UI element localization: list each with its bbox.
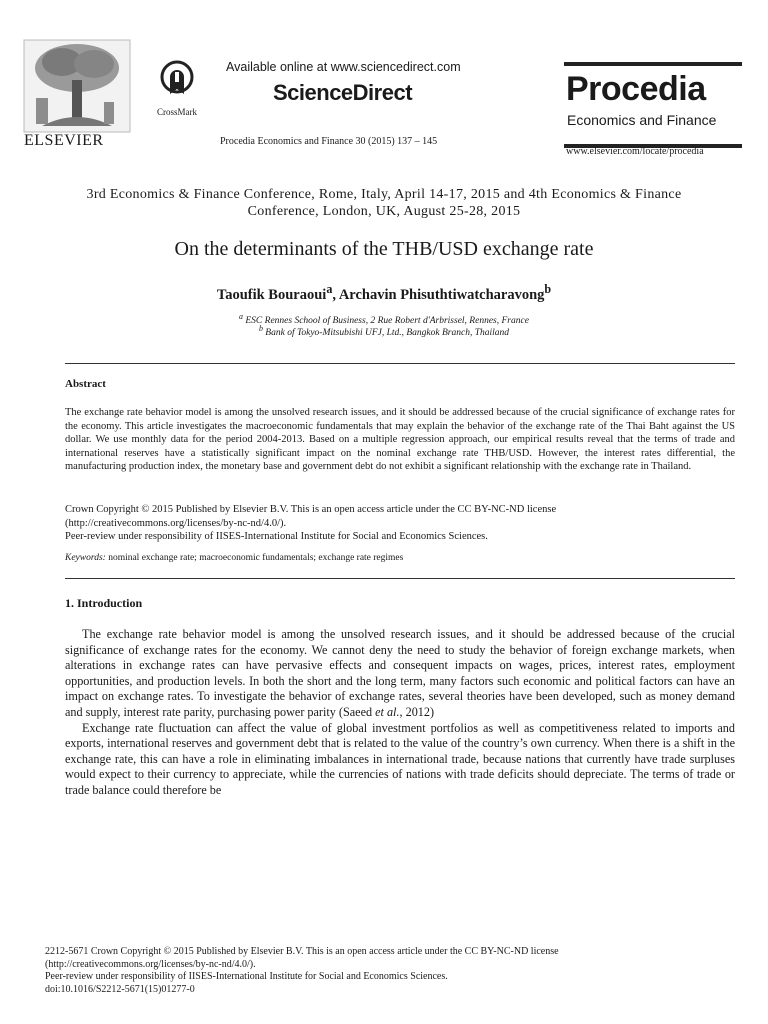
section-divider [65, 578, 735, 579]
author-list [20, 282, 748, 304]
paragraph-text: , 2012) [399, 704, 435, 719]
introduction-body [65, 627, 735, 799]
section-divider [65, 363, 735, 364]
paper-title: On the determinants of the THB/USD exchange rate [174, 238, 594, 260]
procedia-subtitle: Economics and Finance [567, 112, 717, 128]
crossmark-badge[interactable] [152, 60, 202, 117]
footer-peer-review: Peer-review under responsibility of IISES-International Institute for Social and Economics Sciences. [45, 971, 448, 982]
journal-url-link[interactable]: www.elsevier.com/locate/procedia [566, 146, 704, 157]
affiliation-text: ESC Rennes School of Business, 2 Rue Robert d'Arbrissel, Rennes, France [243, 316, 529, 327]
procedia-title: Procedia [566, 70, 706, 108]
peer-review-line: Peer-review under responsibility of IISES-International Institute for Social and Economics Sciences. [65, 531, 488, 542]
paragraph: Exchange rate fluctuation can affect the value of global investment portfolios as well as competitiveness related to imports and exports, international reserves and government debt that is related to the value of the country’s own currency. When there is a shift in the exchange rate, this can have a role in eliminating imbalances in international trade, because nations that currently have trade surpluses would expect to their currency to appreciate, while the currencies of nations with trade deficits should depreciate. The terms of trade or trade balance could therefore be [65, 720, 735, 797]
copyright-line: Crown Copyright © 2015 Published by Elsevier B.V. This is an open access article under the CC BY-NC-ND license [65, 504, 557, 515]
sciencedirect-logo-text: ScienceDirect [273, 80, 413, 105]
crossmark-icon [160, 60, 194, 100]
keywords-label: Keywords: [65, 553, 106, 563]
footer-license-link[interactable]: (http://creativecommons.org/licenses/by-nc-nd/4.0/). [45, 958, 256, 970]
available-online-text: Available online at www.sciencedirect.com [226, 60, 461, 74]
footer-copyright: 2212-5671 Crown Copyright © 2015 Published by Elsevier B.V. This is an open access article under the CC BY-NC-ND license [45, 946, 559, 957]
copyright-notice [65, 503, 735, 544]
author-affiliation-mark: a [326, 282, 333, 296]
paragraph-text: The exchange rate behavior model is among the unsolved research issues, and it should be addressed because of the crucial significance of exchange rates for the economy. We cannot deny the need to study the behavior of foreign exchange markets, when alterations in exchange rates can have pervasive effects and consequent impacts on wages, prices, interest rates, employment opportunities, and production levels. In both the short and the long term, many factors such economic and political factors can have an impact on exchange rates. To investigate the behavior of exchange rates, several theories have been developed, such as money demand and supply, interest rate parity, purchasing power parity (Saeed [65, 627, 735, 719]
author-affiliation-mark: b [544, 282, 552, 296]
page-footer [45, 946, 745, 996]
affiliation-text: Bank of Tokyo-Mitsubishi UFJ, Ltd., Bangkok Branch, Thailand [262, 328, 510, 339]
paragraph [65, 627, 735, 721]
author-name: Taoufik Bouraoui [216, 286, 327, 303]
conference-line: 3rd Economics & Finance Conference, Rome, Italy, April 14-17, 2015 and 4th Economics & Finance Conference, London, UK, August 25-28, 2015 [86, 187, 682, 219]
keywords-list: nominal exchange rate; macroeconomic fundamentals; exchange rate regimes [105, 553, 404, 563]
affiliation-mark: b [258, 324, 263, 333]
abstract-text: The exchange rate behavior model is among the unsolved research issues, and it should be addressed because of the crucial significance of exchange rates for the economy. This article investigates the macroeconomic fundamentals that may explain the behavior of the exchange rate of the Thai Baht against the US dollar. We use monthly data for the period 2004-2013. Based on a multiple regression approach, our empirical results reveal that the terms of trade and international reserves have a statistically significant impact on the nominal exchange rate THB/USD. However, the interest rates differential, the manufacturing production index, the monetary base and government debt do not exhibit a significant relationship with the exchange rate in Thailand. [65, 407, 735, 472]
author-separator: , [332, 286, 339, 303]
affiliation [20, 324, 748, 338]
citation-etal: et al. [375, 704, 400, 719]
footer-doi[interactable]: doi:10.1016/S2212-5671(15)01277-0 [45, 983, 195, 995]
affiliation-mark: a [239, 312, 243, 321]
publisher-name: ELSEVIER [24, 132, 104, 149]
author-name: Archavin Phisuthtiwatcharavong [338, 286, 545, 303]
abstract-heading: Abstract [65, 378, 106, 390]
license-link[interactable]: (http://creativecommons.org/licenses/by-nc-nd/4.0/). [65, 517, 287, 529]
crossmark-label: CrossMark [157, 107, 197, 117]
keywords [65, 553, 735, 563]
journal-reference: Procedia Economics and Finance 30 (2015) 137 – 145 [220, 136, 438, 147]
section-heading-introduction: 1. Introduction [65, 596, 143, 610]
